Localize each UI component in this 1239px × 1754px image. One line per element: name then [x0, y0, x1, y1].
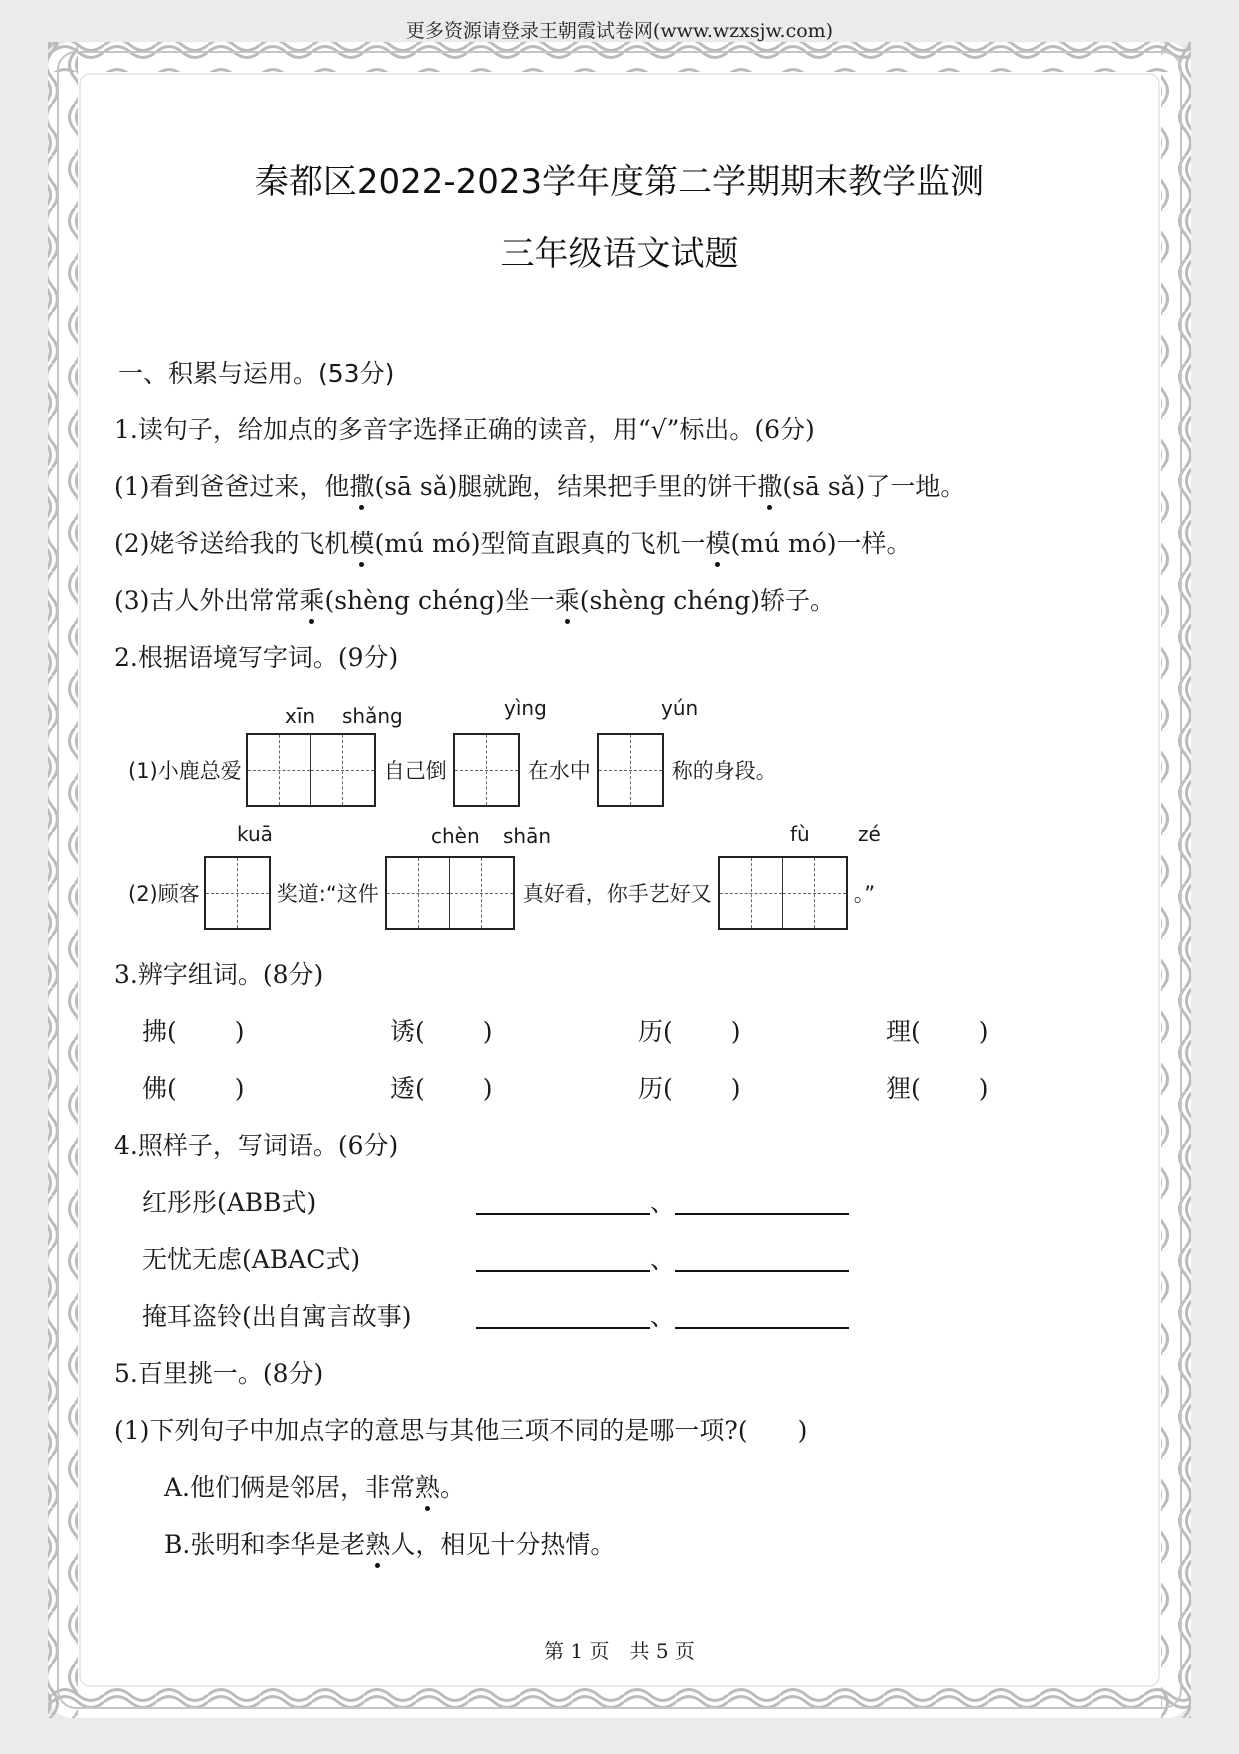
question-4-item-1: 红彤彤(ABB式): [142, 1188, 317, 1217]
question-3-row-1: 拂( ) 诱( ) 历( ) 理( ): [142, 1017, 989, 1046]
writing-grid-block: xīn shǎng yìng yún (1)小鹿总爱 自己倒 在水中 称的身段。 kuā chèn shān fù zé (2)顾客 奖道:“这件 真好看，你手艺好又 。”: [128, 700, 938, 940]
writing-box-xinshang[interactable]: [246, 733, 376, 807]
question-2-prompt: 2.根据语境写字词。(9分): [114, 643, 399, 672]
question-1-item-3: (3)古人外出常常乘(shèng chéng)坐一乘(shèng chéng)轿子。: [114, 581, 835, 617]
pinyin-chen: chèn: [431, 824, 480, 848]
question-1-item-2: (2)姥爷送给我的飞机模(mú mó)型简直跟真的飞机一模(mú mó)一样。: [114, 524, 912, 560]
question-1-item-1: (1)看到爸爸过来，他撒(sā sǎ)腿就跑，结果把手里的饼干撒(sā sǎ)了一地。: [114, 467, 965, 503]
grid-line-2-label: (2)顾客: [128, 882, 200, 906]
question-4-answer-3[interactable]: 、: [476, 1297, 849, 1333]
pinyin-yun: yún: [661, 696, 699, 720]
writing-box-ying[interactable]: [453, 733, 520, 807]
writing-box-yun[interactable]: [597, 733, 664, 807]
writing-box-chenshan[interactable]: [385, 856, 515, 930]
exam-title: 秦都区2022-2023学年度第二学期期末教学监测: [254, 162, 985, 202]
pinyin-ying: yìng: [504, 696, 547, 720]
pinyin-fu: fù: [790, 822, 810, 846]
pinyin-xin: xīn: [285, 704, 316, 728]
writing-box-kua[interactable]: [204, 856, 271, 930]
question-3-prompt: 3.辨字组词。(8分): [114, 960, 324, 989]
pinyin-kua: kuā: [237, 822, 273, 846]
question-4-answer-2[interactable]: 、: [476, 1240, 849, 1276]
exam-subtitle: 三年级语文试题: [500, 234, 739, 274]
question-1-prompt: 1.读句子，给加点的多音字选择正确的读音，用“√”标出。(6分): [114, 415, 815, 444]
question-5-prompt: 5.百里挑一。(8分): [114, 1359, 324, 1388]
writing-box-fuze[interactable]: [718, 856, 848, 930]
question-4-item-3: 掩耳盗铃(出自寓言故事): [142, 1302, 412, 1331]
question-4-prompt: 4.照样子，写词语。(6分): [114, 1131, 399, 1160]
page-footer: 第 1 页 共 5 页: [544, 1639, 695, 1663]
header-source-note: 更多资源请登录王朝霞试卷网(www.wzxsjw.com): [405, 20, 834, 42]
section-heading: 一、积累与运用。(53分): [118, 359, 395, 388]
question-4-answer-1[interactable]: 、: [476, 1183, 849, 1219]
pinyin-shang: shǎng: [342, 704, 403, 728]
pinyin-shan: shān: [503, 824, 552, 848]
option-b: B.张明和李华是老熟人，相见十分热情。: [164, 1525, 615, 1561]
grid-line-1-label: (1)小鹿总爱: [128, 759, 242, 783]
question-4-item-2: 无忧无虑(ABAC式): [142, 1245, 361, 1274]
question-5-sub-1: (1)下列句子中加点字的意思与其他三项不同的是哪一项?( ): [114, 1416, 808, 1445]
question-3-row-2: 佛( ) 透( ) 历( ) 狸( ): [142, 1074, 989, 1103]
pinyin-ze: zé: [858, 822, 881, 846]
option-a: A.他们俩是邻居，非常熟。: [164, 1468, 465, 1504]
